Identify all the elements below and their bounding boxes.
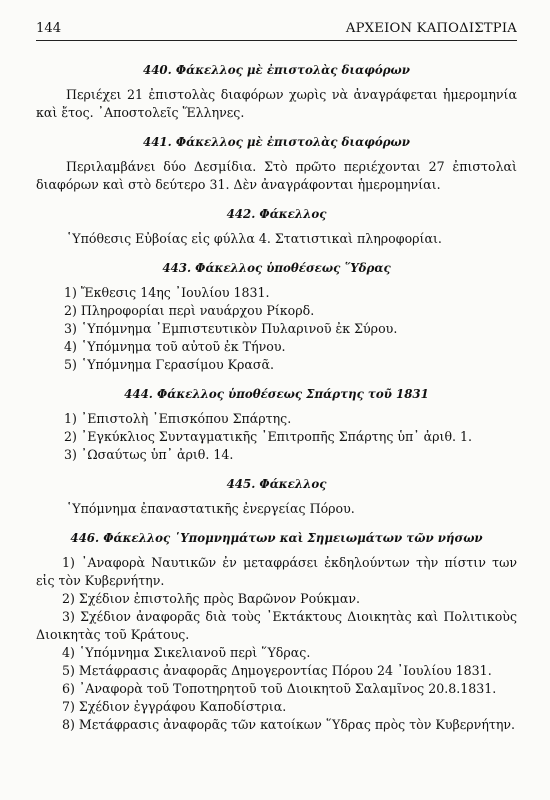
section-title: 440. Φάκελλος μὲ ἐπιστολὰς διαφόρων [143,63,410,77]
section-text: Περιλαμβάνει δύο Δεσμίδια. Στὸ πρῶτο περιέχονται 27 ἐπιστολαὶ διαφόρων καὶ στὸ δεύτερο 31. Δὲν ἀναγράφονται ἡμερομηνίαι. [36,159,517,192]
list-item: 1) Ἔκθεσις 14ης ᾿Ιουλίου 1831. [64,285,270,300]
section-text: ῾Υπόθεσις Εὐβοίας εἰς φύλλα 4. Στατιστικαὶ πληροφορίαι. [66,231,442,246]
list-item: 7) Σχέδιον ἐγγράφου Καποδίστρια. [62,699,287,714]
item-list [36,554,517,734]
section-title: 444. Φάκελλος ὑποθέσεως Σπάρτης τοῦ 1831 [124,387,429,401]
list-item: 2) Σχέδιον ἐπιστολῆς πρὸς Βαρῶνον Ρούκμαν. [62,591,361,606]
list-item: 5) ῾Υπόμνημα Γερασίμου Κρασᾶ. [64,357,275,372]
item-list [36,284,517,374]
section-title: 443. Φάκελλος ὑποθέσεως ῞Υδρας [162,261,391,275]
list-item: 8) Μετάφρασις ἀναφορᾶς τῶν κατοίκων ῞Υδρας πρὸς τὸν Κυβερνήτην. [62,717,516,732]
section-445 [36,476,517,518]
list-item: 2) ᾿Εγκύκλιος Συνταγματικῆς ᾿Επιτροπῆς Σπάρτης ὑπ᾿ ἀριθ. 1. [64,429,473,444]
section-441 [36,134,517,194]
section-title: 441. Φάκελλος μὲ ἐπιστολὰς διαφόρων [143,135,410,149]
list-item: 3) ᾿Ωσαύτως ὑπ᾿ ἀριθ. 14. [64,447,234,462]
section-title: 442. Φάκελλος [226,207,327,221]
list-item: 4) ῾Υπόμνημα Σικελιανοῦ περὶ ῞Υδρας. [62,645,311,660]
section-440 [36,62,517,122]
list-item: 1) ᾿Επιστολὴ ᾿Επισκόπου Σπάρτης. [64,411,292,426]
page-content [36,62,517,746]
list-item: 5) Μετάφρασις ἀναφορᾶς Δημογεροντίας Πόρου 24 ᾿Ιουλίου 1831. [62,663,492,678]
list-item: 3) Σχέδιον ἀναφορᾶς διὰ τοὺς ᾿Εκτάκτους Διοικητὰς καὶ Πολιτικοὺς Διοικητὰς τοῦ Κράτους. [36,609,517,642]
running-title: ΑΡΧΕΙΟΝ ΚΑΠΟΔΙΣΤΡΙΑ [345,21,517,36]
section-text: Περιέχει 21 ἐπιστολὰς διαφόρων χωρὶς νὰ ἀναγράφεται ἡμερομηνία καὶ ἔτος. ᾿Αποστολεῖς Ἕλληνες. [36,87,517,120]
section-446 [36,530,517,734]
section-442 [36,206,517,248]
list-item: 2) Πληροφορίαι περὶ ναυάρχου Ρίκορδ. [64,303,315,318]
section-443 [36,260,517,374]
page-header [36,18,517,41]
page-number: 144 [36,21,62,36]
item-list [36,410,517,464]
list-item: 6) ᾿Αναφορὰ τοῦ Τοποτηρητοῦ τοῦ Διοικητοῦ Σαλαμῖνος 20.8.1831. [62,681,497,696]
section-title: 446. Φάκελλος ῾Υπομνημάτων καὶ Σημειωμάτων τῶν νήσων [70,531,483,545]
list-item: 3) ῾Υπόμνημα ᾿Εμπιστευτικὸν Πυλαρινοῦ ἐκ Σύρου. [64,321,398,336]
section-title: 445. Φάκελλος [226,477,327,491]
list-item: 1) ᾿Αναφορὰ Ναυτικῶν ἐν μεταφράσει ἐκδηλούντων τὴν πίστιν των εἰς τὸν Κυβερνήτην. [36,555,517,588]
section-444 [36,386,517,464]
list-item: 4) ῾Υπόμνημα τοῦ αὐτοῦ ἐκ Τήνου. [64,339,286,354]
section-text: ῾Υπόμνημα ἐπαναστατικῆς ἐνεργείας Πόρου. [66,501,355,516]
